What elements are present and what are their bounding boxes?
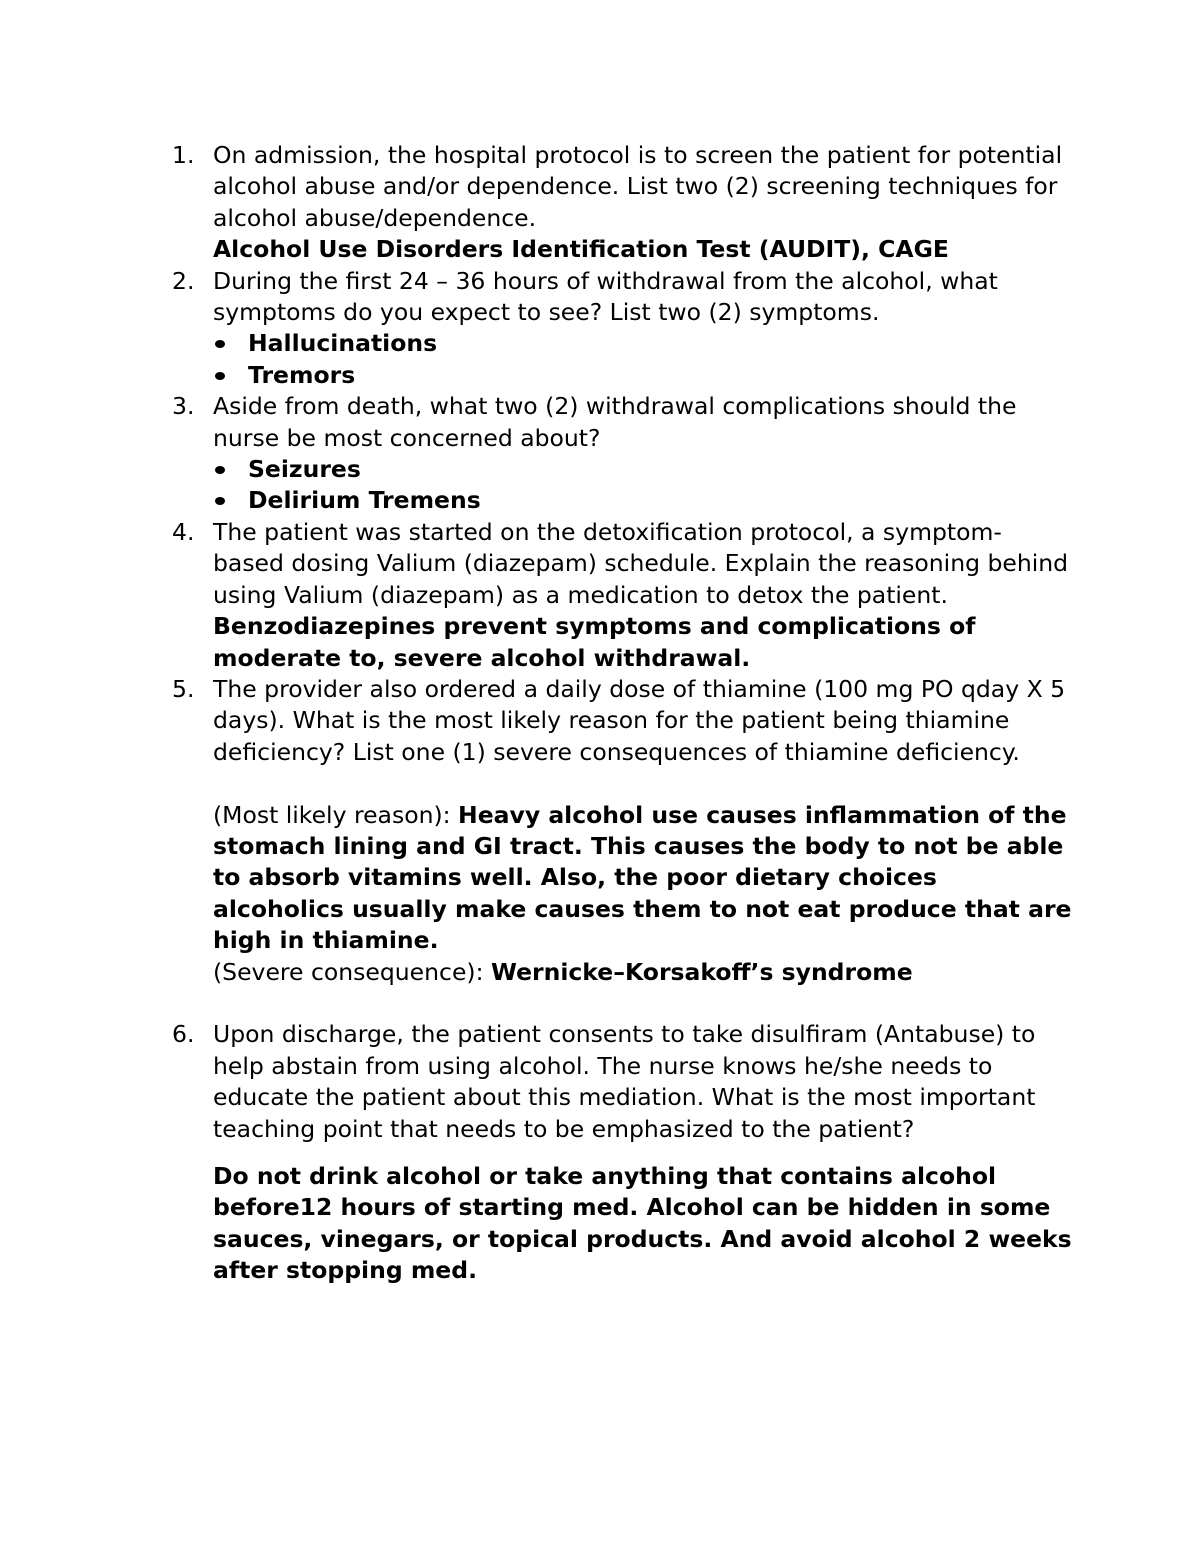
question-text: On admission, the hospital protocol is to screen the patient for potential alcohol abuse and/or dependence. List two (2) screening techniques for alcohol abuse/dependence. — [213, 141, 1063, 232]
question-text: Upon discharge, the patient consents to take disulfiram (Antabuse) to help abstain from using alcohol. The nurse knows he/she needs to educate the patient about this mediation. What is the most important teaching point that needs to be emphasized to the patient? — [213, 1020, 1036, 1143]
question-1 — [172, 140, 1072, 266]
question-2 — [172, 266, 1072, 392]
bullet-icon — [215, 466, 225, 474]
question-text: During the first 24 – 36 hours of withdrawal from the alcohol, what symptoms do you expect to see? List two (2) symptoms. — [213, 266, 998, 327]
blank-line — [213, 768, 1072, 799]
bullet-icon — [215, 340, 225, 348]
answer-text: Do not drink alcohol or take anything that contains alcohol before12 hours of starting med. Alcohol can be hidden in some sauces, vinegars, or topical products. And avoid alcohol 2 weeks after stopping med. — [213, 1161, 1072, 1285]
question-number: 2. — [172, 266, 195, 295]
question-number: 6. — [172, 1020, 195, 1049]
question-3 — [172, 391, 1072, 517]
question-list — [172, 140, 1072, 1287]
question-5 — [172, 674, 1072, 988]
bullet-icon — [215, 372, 225, 380]
blank-line — [172, 988, 1072, 1019]
answer-bullet — [213, 454, 1072, 485]
question-text: The patient was started on the detoxification protocol, a symptom-based dosing Valium (diazepam) schedule. Explain the reasoning behind using Valium (diazepam) as a medication to detox the patient. — [213, 517, 1069, 609]
question-number: 3. — [172, 392, 195, 421]
paragraph-gap — [213, 1145, 1072, 1161]
question-text: Aside from death, what two (2) withdrawal complications should the nurse be most concerned about? — [213, 392, 1017, 452]
question-text: The provider also ordered a daily dose of thiamine (100 mg PO qday X 5 days). What is the most likely reason for the patient being thiamine deficiency? List one (1) severe consequences of thiamine deficiency. — [213, 674, 1066, 766]
answer-text: Alcohol Use Disorders Identification Test (AUDIT), CAGE — [213, 235, 949, 264]
bullet-icon — [215, 497, 225, 505]
consequence-paragraph — [213, 957, 1072, 988]
reason-paragraph — [213, 800, 1072, 957]
answer-bullet — [213, 328, 1072, 359]
answer-text: Benzodiazepines prevent symptoms and complications of moderate to, severe alcohol withdrawal. — [213, 612, 976, 672]
answer-bullet — [213, 360, 1072, 391]
answer-bullet-list — [213, 328, 1072, 391]
answer-bullet-list — [213, 454, 1072, 517]
reason-answer: Heavy alcohol use causes inflammation of the stomach lining and GI tract. This causes the body to not be able to absorb vitamins well. Also, the poor dietary choices alcoholics usually make causes them to not eat produce that are high in thiamine. — [213, 800, 1072, 955]
question-4 — [172, 517, 1072, 674]
bullet-text: Tremors — [248, 360, 356, 389]
bullet-text: Delirium Tremens — [248, 486, 481, 515]
question-6 — [172, 1019, 1072, 1286]
consequence-answer: Wernicke–Korsakoff’s syndrome — [490, 957, 913, 986]
bullet-text: Seizures — [248, 455, 361, 484]
consequence-label: (Severe consequence): — [213, 957, 491, 986]
reason-label: (Most likely reason): — [213, 800, 459, 829]
bullet-text: Hallucinations — [248, 329, 438, 358]
question-number: 5. — [172, 674, 195, 703]
question-number: 4. — [172, 517, 195, 546]
answer-bullet — [213, 485, 1072, 516]
question-number: 1. — [172, 141, 195, 169]
